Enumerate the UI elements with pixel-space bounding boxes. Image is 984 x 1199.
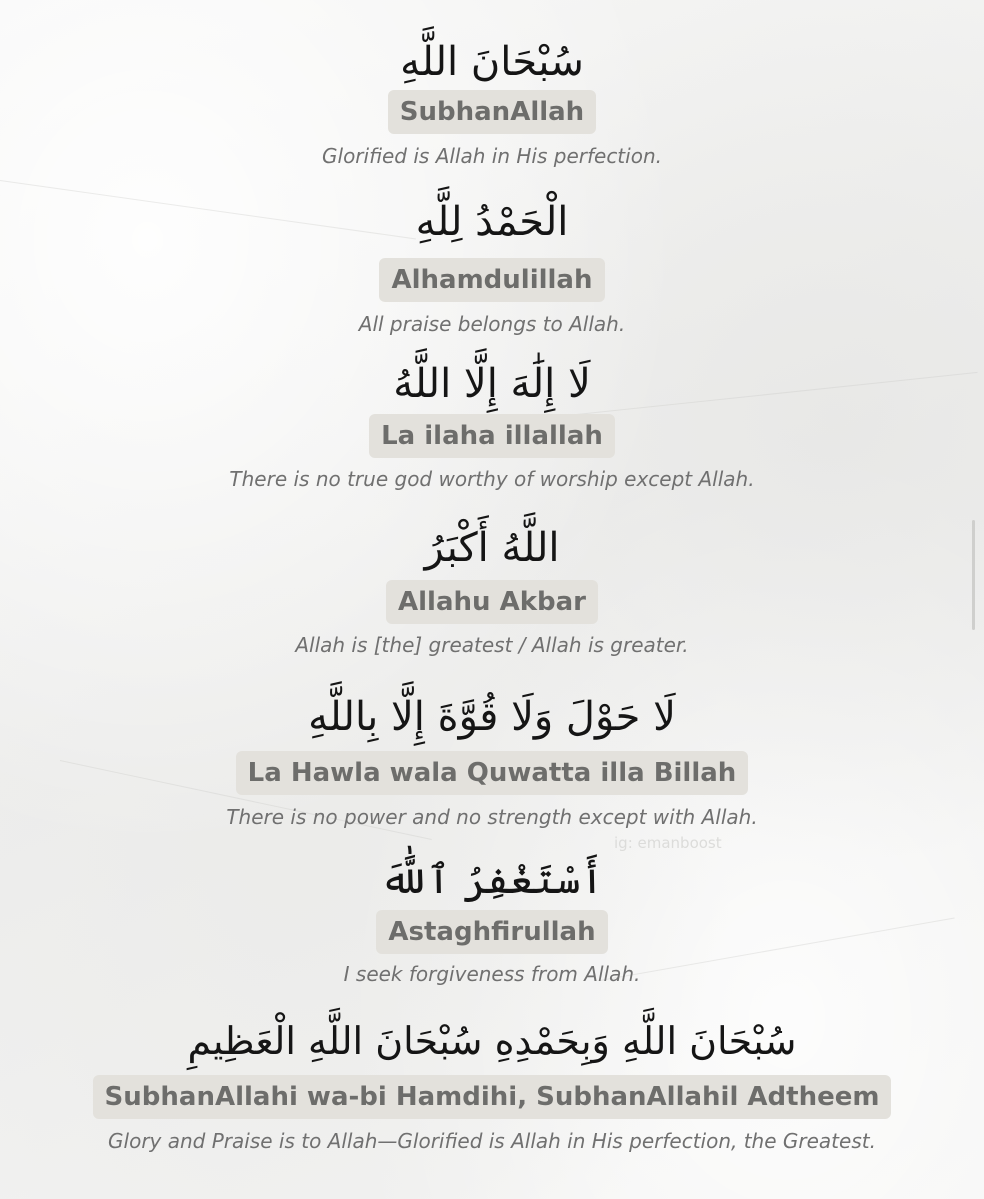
meaning-astaghfirullah: I seek forgiveness from Allah. (343, 962, 641, 986)
arabic-alhamdulillah: الْحَمْدُ لِلَّهِ (415, 199, 569, 245)
transliteration-row (0, 1075, 984, 1119)
transliteration-row (0, 90, 984, 134)
transliteration-row (0, 910, 984, 954)
meaning-la-hawla: There is no power and no strength except with Allah. (226, 805, 758, 829)
arabic-la-ilaha-illallah: لَا إِلَٰهَ إِلَّا اللَّهُ (393, 361, 591, 407)
arabic-la-hawla: لَا حَوْلَ وَلَا قُوَّةَ إِلَّا بِاللَّهِ (308, 694, 676, 740)
transliteration-row (0, 414, 984, 458)
transliteration-astaghfirullah: Astaghfirullah (376, 910, 607, 954)
scroll-indicator (972, 520, 975, 630)
transliteration-row (0, 580, 984, 624)
transliteration-la-hawla: La Hawla wala Quwatta illa Billah (236, 751, 749, 795)
transliteration-row (0, 751, 984, 795)
watermark-text: ig: emanboost (614, 834, 722, 852)
transliteration-subhanallah: SubhanAllah (388, 90, 596, 134)
meaning-la-ilaha-illallah: There is no true god worthy of worship except Allah. (229, 467, 755, 491)
transliteration-allahu-akbar: Allahu Akbar (386, 580, 598, 624)
arabic-subhanallah: سُبْحَانَ اللَّهِ (400, 39, 584, 85)
meaning-subhanallahi-wabihamdihi: Glory and Praise is to Allah—Glorified is Allah in His perfection, the Greatest. (108, 1129, 876, 1153)
transliteration-la-ilaha-illallah: La ilaha illallah (369, 414, 615, 458)
meaning-allahu-akbar: Allah is [the] greatest / Allah is greater. (295, 633, 689, 657)
meaning-alhamdulillah: All praise belongs to Allah. (358, 312, 626, 336)
meaning-subhanallah: Glorified is Allah in His perfection. (322, 144, 662, 168)
transliteration-alhamdulillah: Alhamdulillah (379, 258, 604, 302)
transliteration-row (0, 258, 984, 302)
arabic-allahu-akbar: اللَّهُ أَكْبَرُ (424, 525, 560, 571)
arabic-astaghfirullah: أَسْتَغْفِرُ ٱللَّٰهَ (380, 857, 604, 903)
arabic-subhanallahi-wabihamdihi: سُبْحَانَ اللَّهِ وَبِحَمْدِهِ سُبْحَانَ اللَّهِ الْعَظِيمِ (187, 1019, 797, 1063)
transliteration-subhanallahi-wabihamdihi: SubhanAllahi wa-bi Hamdihi, SubhanAllahil Adtheem (93, 1075, 892, 1119)
